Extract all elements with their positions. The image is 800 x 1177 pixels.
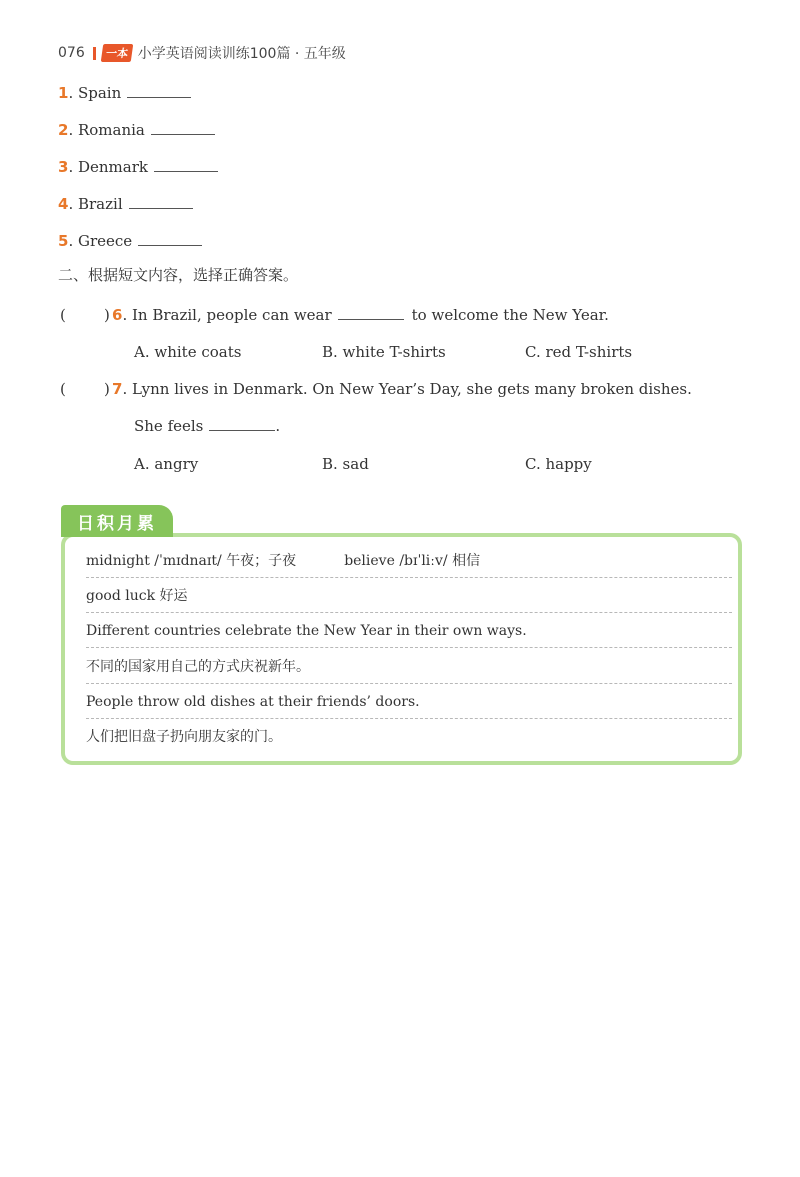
answer-paren-open: ( bbox=[60, 380, 66, 398]
vocab-tab-title: 日积月累 bbox=[61, 505, 173, 537]
answer-blank[interactable] bbox=[129, 194, 193, 209]
item-number: 4 bbox=[58, 195, 69, 213]
answer-paren-open: ( bbox=[60, 306, 66, 324]
matching-item: 1. Spain bbox=[58, 82, 191, 104]
vocab-line: 不同的国家用自己的方式庆祝新年。 bbox=[86, 652, 732, 684]
question-number: 7 bbox=[112, 380, 123, 398]
item-number: 1 bbox=[58, 84, 69, 102]
vocab-word: believe /bɪˈliːv/ 相信 bbox=[344, 553, 481, 569]
item-number: 5 bbox=[58, 232, 69, 250]
item-label: Romania bbox=[77, 121, 145, 139]
question-text-after: to welcome the New Year. bbox=[411, 306, 609, 324]
vocab-word: midnight /ˈmɪdnaɪt/ 午夜；子夜 bbox=[86, 553, 297, 569]
question-text: She feels bbox=[134, 417, 204, 435]
option-b[interactable]: B. sad bbox=[322, 455, 369, 473]
matching-item: 2. Romania bbox=[58, 119, 215, 141]
vocab-line: good luck 好运 bbox=[86, 581, 732, 613]
item-label: Brazil bbox=[77, 195, 123, 213]
answer-paren-close: ) bbox=[104, 380, 110, 398]
book-title: 小学英语阅读训练100篇 · 五年级 bbox=[137, 46, 346, 62]
option-a[interactable]: A. white coats bbox=[134, 343, 242, 361]
section-title: 二、根据短文内容，选择正确答案。 bbox=[58, 266, 299, 284]
answer-blank[interactable] bbox=[209, 416, 275, 431]
matching-item: 3. Denmark bbox=[58, 156, 218, 178]
question-text-after: . bbox=[275, 417, 281, 435]
item-label: Greece bbox=[77, 232, 133, 250]
answer-blank[interactable] bbox=[338, 305, 404, 320]
answer-blank[interactable] bbox=[127, 83, 191, 98]
option-c[interactable]: C. happy bbox=[525, 455, 592, 473]
vocab-line: People throw old dishes at their friends’ doors. bbox=[86, 687, 732, 719]
page-header bbox=[58, 43, 346, 63]
item-number: 3 bbox=[58, 158, 69, 176]
matching-item: 5. Greece bbox=[58, 230, 202, 252]
option-b[interactable]: B. white T-shirts bbox=[322, 343, 446, 361]
answer-blank[interactable] bbox=[138, 231, 202, 246]
question-7 bbox=[112, 378, 692, 400]
option-c[interactable]: C. red T-shirts bbox=[525, 343, 633, 361]
brand-logo: 一本 bbox=[100, 44, 133, 62]
question-text: . Lynn lives in Denmark. On New Year’s Day, she gets many broken dishes. bbox=[122, 380, 692, 398]
vocab-line: 人们把旧盘子扔向朋友家的门。 bbox=[86, 729, 282, 745]
item-label: Spain bbox=[77, 84, 122, 102]
vocab-line bbox=[86, 546, 732, 578]
page-number: 076 bbox=[58, 45, 85, 61]
vocab-line: Different countries celebrate the New Year in their own ways. bbox=[86, 616, 732, 648]
question-6 bbox=[112, 304, 609, 326]
answer-blank[interactable] bbox=[151, 120, 215, 135]
answer-paren-close: ) bbox=[104, 306, 110, 324]
header-divider bbox=[93, 47, 96, 60]
item-number: 2 bbox=[58, 121, 69, 139]
item-label: Denmark bbox=[77, 158, 148, 176]
question-number: 6 bbox=[112, 306, 123, 324]
option-a[interactable]: A. angry bbox=[134, 455, 199, 473]
answer-blank[interactable] bbox=[154, 157, 218, 172]
question-7-line2 bbox=[134, 415, 280, 437]
question-text: . In Brazil, people can wear bbox=[122, 306, 332, 324]
matching-item: 4. Brazil bbox=[58, 193, 193, 215]
